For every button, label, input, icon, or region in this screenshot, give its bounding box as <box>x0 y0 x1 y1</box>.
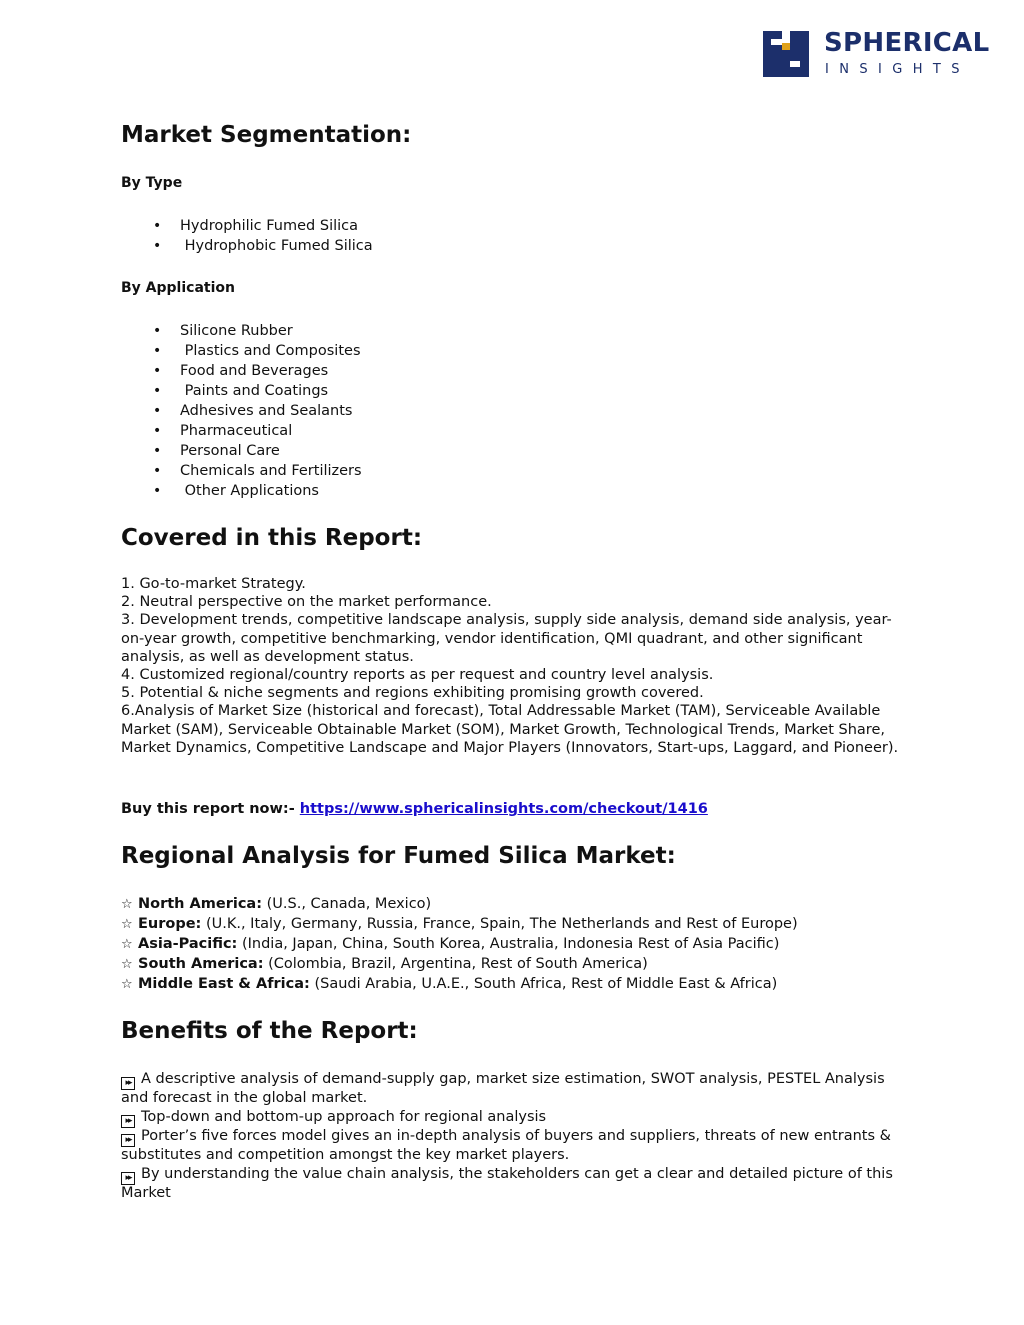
covered-heading: Covered in this Report: <box>121 525 423 551</box>
list-item: 2. Neutral perspective on the market performance. <box>121 594 492 611</box>
list-item: 6.Analysis of Market Size (historical and forecast), Total Addressable Market (TAM), Serviceable Available Market (SAM), Serviceable Obtainable Market (SOM), Market Growth, Technological Trends, Market Share, Market Dynamics, Competitive Landscape and Major Players (Innovators, Start-ups, Laggard, and Pioneer). <box>121 703 899 756</box>
list-item: • Silicone Rubber <box>153 323 293 339</box>
bullet-icon: • <box>153 343 162 359</box>
list-item: • Plastics and Composites <box>153 343 361 359</box>
benefits-list <box>121 1070 911 1203</box>
list-item: • Food and Beverages <box>153 363 329 379</box>
list-item: • Pharmaceutical <box>153 423 293 439</box>
list-item: • Paints and Coatings <box>153 383 329 399</box>
bullet-icon: • <box>153 443 162 459</box>
list-item: ☆ Europe: (U.K., Italy, Germany, Russia, France, Spain, The Netherlands and Rest of Europe) <box>121 914 798 934</box>
star-icon: ☆ <box>121 917 133 932</box>
list-item: ▸▸ A descriptive analysis of demand-supply gap, market size estimation, SWOT analysis, PESTEL Analysis and forecast in the global market. <box>121 1071 885 1106</box>
by-application-label: By Application <box>121 280 235 296</box>
bullet-icon: • <box>153 463 162 479</box>
list-item: ☆ South America: (Colombia, Brazil, Argentina, Rest of South America) <box>121 954 798 974</box>
star-icon: ☆ <box>121 937 133 952</box>
bullet-icon: • <box>153 238 162 254</box>
fast-forward-icon: ▸▸ <box>121 1077 135 1090</box>
bullet-icon: • <box>153 483 162 499</box>
segmentation-heading: Market Segmentation: <box>121 122 412 148</box>
benefits-heading: Benefits of the Report: <box>121 1018 418 1044</box>
checkout-link[interactable]: https://www.sphericalinsights.com/checkout/1416 <box>299 801 708 817</box>
bullet-icon: • <box>153 218 162 234</box>
buy-report-line <box>121 799 708 819</box>
bullet-icon: • <box>153 323 162 339</box>
region-list <box>121 894 798 994</box>
list-item: • Chemicals and Fertilizers <box>153 463 362 479</box>
list-item: ▸▸ Top-down and bottom-up approach for regional analysis <box>121 1108 911 1127</box>
logo-mark-icon <box>763 31 809 77</box>
list-item: • Adhesives and Sealants <box>153 403 353 419</box>
list-item: 3. Development trends, competitive landscape analysis, supply side analysis, demand side analysis, year-on-year growth, competitive benchmarking, vendor identification, QMI quadrant, and other significant analysis, as well as development status. <box>121 612 892 665</box>
list-item: ▸▸ Porter’s five forces model gives an in-depth analysis of buyers and suppliers, threats of new entrants & substitutes and competition amongst the key market players. <box>121 1128 891 1163</box>
type-list <box>121 216 373 256</box>
covered-list <box>121 575 911 757</box>
fast-forward-icon: ▸▸ <box>121 1172 135 1185</box>
logo-subtitle: INSIGHTS <box>825 62 970 77</box>
star-icon: ☆ <box>121 977 133 992</box>
bullet-icon: • <box>153 423 162 439</box>
star-icon: ☆ <box>121 957 133 972</box>
bullet-icon: • <box>153 363 162 379</box>
bullet-icon: • <box>153 383 162 399</box>
application-list <box>121 321 362 501</box>
list-item: ☆ Middle East & Africa: (Saudi Arabia, U.A.E., South Africa, Rest of Middle East & Africa) <box>121 974 798 994</box>
star-icon: ☆ <box>121 897 133 912</box>
list-item: 4. Customized regional/country reports as per request and country level analysis. <box>121 667 714 684</box>
fast-forward-icon: ▸▸ <box>121 1115 135 1128</box>
bullet-icon: • <box>153 403 162 419</box>
list-item: • Personal Care <box>153 443 280 459</box>
spherical-insights-logo <box>763 28 990 78</box>
by-type-label: By Type <box>121 175 183 191</box>
list-item: ☆ Asia-Pacific: (India, Japan, China, South Korea, Australia, Indonesia Rest of Asia Pacific) <box>121 934 798 954</box>
list-item: ▸▸ By understanding the value chain analysis, the stakeholders can get a clear and detailed picture of this Market <box>121 1166 893 1201</box>
regional-heading: Regional Analysis for Fumed Silica Market: <box>121 843 676 869</box>
list-item: 5. Potential & niche segments and regions exhibiting promising growth covered. <box>121 685 704 702</box>
buy-label: Buy this report now:- <box>121 801 300 817</box>
logo-wordmark: SPHERICAL <box>824 28 990 58</box>
list-item: ☆ North America: (U.S., Canada, Mexico) <box>121 894 798 914</box>
list-item: • Hydrophobic Fumed Silica <box>153 238 373 254</box>
list-item: • Other Applications <box>153 483 319 499</box>
list-item: • Hydrophilic Fumed Silica <box>153 218 359 234</box>
fast-forward-icon: ▸▸ <box>121 1134 135 1147</box>
list-item: 1. Go-to-market Strategy. <box>121 576 306 592</box>
